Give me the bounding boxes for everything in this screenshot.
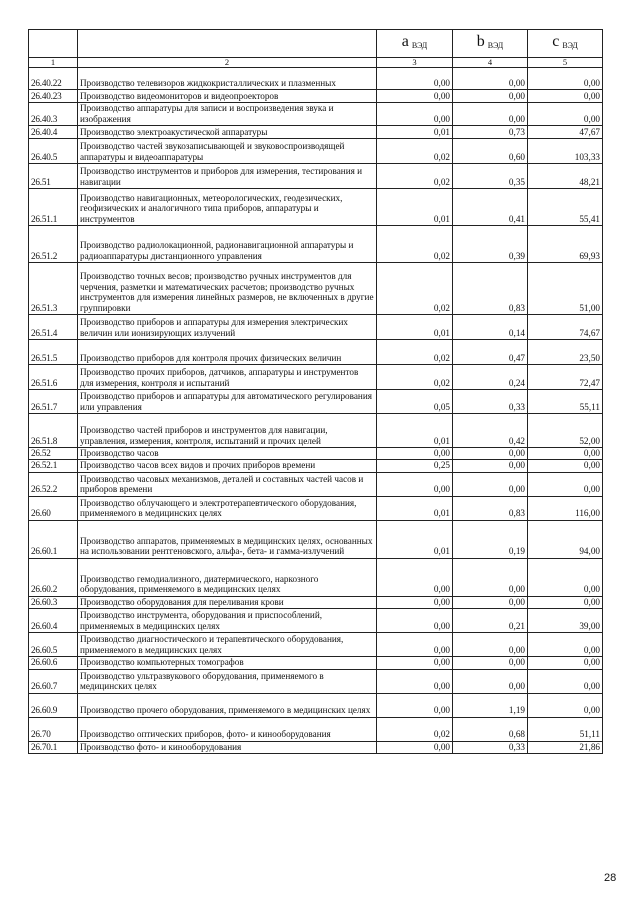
header-b-cell xyxy=(453,30,528,58)
activity-name-cell: Производство прочего оборудования, применяемого в медицинских целях xyxy=(78,693,377,717)
table-row xyxy=(29,558,603,596)
activity-name-cell: Производство радиолокационной, радионавигационной аппаратуры и радиоаппаратуры дистанционного управления xyxy=(78,226,377,263)
table-row xyxy=(29,226,603,263)
table-row xyxy=(29,657,603,669)
table-row xyxy=(29,164,603,189)
table-row xyxy=(29,520,603,558)
table-row xyxy=(29,414,603,448)
value-b-cell: 0,00 xyxy=(453,90,528,103)
value-b-cell: 0,35 xyxy=(453,164,528,189)
okved-code-cell: 26.70.1 xyxy=(29,741,78,753)
activity-name-cell: Производство инструментов и приборов для измерения, тестирования и навигации xyxy=(78,164,377,189)
value-b-cell: 0,00 xyxy=(453,596,528,608)
column-index-3: 3 xyxy=(377,58,453,68)
table-row xyxy=(29,717,603,741)
value-c-cell: 0,00 xyxy=(528,460,603,472)
header-a-cell xyxy=(377,30,453,58)
header-c-cell xyxy=(528,30,603,58)
table-row xyxy=(29,126,603,139)
okved-code-cell: 26.60 xyxy=(29,496,78,520)
value-b-cell: 0,00 xyxy=(453,657,528,669)
value-c-cell: 47,67 xyxy=(528,126,603,139)
okved-code-cell: 26.60.3 xyxy=(29,596,78,608)
value-a-cell: 0,02 xyxy=(377,365,453,390)
coefficients-table xyxy=(28,29,603,754)
value-b-cell: 0,39 xyxy=(453,226,528,263)
header-b-sub: ВЭД xyxy=(487,40,504,50)
value-a-cell: 0,02 xyxy=(377,139,453,164)
value-a-cell: 0,05 xyxy=(377,390,453,414)
okved-code-cell: 26.51.7 xyxy=(29,390,78,414)
value-c-cell: 55,41 xyxy=(528,189,603,226)
value-c-cell: 39,00 xyxy=(528,609,603,633)
value-a-cell: 0,00 xyxy=(377,609,453,633)
okved-code-cell: 26.51.5 xyxy=(29,340,78,365)
value-b-cell: 0,60 xyxy=(453,139,528,164)
table-row xyxy=(29,448,603,460)
table-row xyxy=(29,633,603,657)
okved-code-cell: 26.60.6 xyxy=(29,657,78,669)
value-b-cell: 0,83 xyxy=(453,263,528,315)
value-c-cell: 52,00 xyxy=(528,414,603,448)
value-c-cell: 23,50 xyxy=(528,340,603,365)
value-c-cell: 69,93 xyxy=(528,226,603,263)
value-a-cell: 0,25 xyxy=(377,460,453,472)
value-a-cell: 0,02 xyxy=(377,226,453,263)
value-c-cell: 0,00 xyxy=(528,448,603,460)
activity-name-cell: Производство фото- и кинооборудования xyxy=(78,741,377,753)
value-a-cell: 0,01 xyxy=(377,315,453,340)
table-row xyxy=(29,263,603,315)
value-b-cell: 0,24 xyxy=(453,365,528,390)
table-row xyxy=(29,460,603,472)
value-b-cell: 0,33 xyxy=(453,741,528,753)
value-c-cell: 21,86 xyxy=(528,741,603,753)
table-row xyxy=(29,189,603,226)
activity-name-cell: Производство аппаратуры для записи и воспроизведения звука и изображения xyxy=(78,103,377,126)
table-row xyxy=(29,496,603,520)
value-a-cell: 0,01 xyxy=(377,520,453,558)
value-b-cell: 0,00 xyxy=(453,472,528,496)
value-a-cell: 0,00 xyxy=(377,103,453,126)
okved-code-cell: 26.52 xyxy=(29,448,78,460)
table-row xyxy=(29,669,603,693)
value-a-cell: 0,00 xyxy=(377,633,453,657)
activity-name-cell: Производство электроакустической аппаратуры xyxy=(78,126,377,139)
okved-code-cell: 26.40.3 xyxy=(29,103,78,126)
value-c-cell: 0,00 xyxy=(528,472,603,496)
activity-name-cell: Производство видеомониторов и видеопроекторов xyxy=(78,90,377,103)
value-a-cell: 0,01 xyxy=(377,189,453,226)
okved-code-cell: 26.51 xyxy=(29,164,78,189)
okved-code-cell: 26.51.6 xyxy=(29,365,78,390)
header-name-cell xyxy=(78,30,377,58)
okved-code-cell: 26.60.4 xyxy=(29,609,78,633)
activity-name-cell: Производство оптических приборов, фото- и кинооборудования xyxy=(78,717,377,741)
value-a-cell: 0,00 xyxy=(377,741,453,753)
header-row xyxy=(29,30,603,58)
value-c-cell: 51,00 xyxy=(528,263,603,315)
value-a-cell: 0,00 xyxy=(377,596,453,608)
value-c-cell: 72,47 xyxy=(528,365,603,390)
okved-code-cell: 26.51.4 xyxy=(29,315,78,340)
activity-name-cell: Производство гемодиализного, диатермического, наркозного оборудования, применяемого в медицинских целях xyxy=(78,558,377,596)
activity-name-cell: Производство приборов и аппаратуры для измерения электрических величин или ионизирующих излучений xyxy=(78,315,377,340)
value-c-cell: 0,00 xyxy=(528,68,603,90)
okved-code-cell: 26.40.22 xyxy=(29,68,78,90)
header-a-sub: ВЭД xyxy=(411,40,428,50)
value-c-cell: 51,11 xyxy=(528,717,603,741)
header-c-sub: ВЭД xyxy=(562,40,578,50)
activity-name-cell: Производство частей звукозаписывающей и звуковоспроизводящей аппаратуры и видеоаппаратуры xyxy=(78,139,377,164)
value-c-cell: 0,00 xyxy=(528,633,603,657)
value-b-cell: 0,42 xyxy=(453,414,528,448)
column-index-4: 4 xyxy=(453,58,528,68)
value-b-cell: 0,00 xyxy=(453,448,528,460)
activity-name-cell: Производство точных весов; производство ручных инструментов для черчения, разметки и математических расчетов; производство ручных инструментов для измерения линейных размеров, не включенных в другие группировки xyxy=(78,263,377,315)
value-b-cell: 0,00 xyxy=(453,633,528,657)
value-b-cell: 0,00 xyxy=(453,460,528,472)
okved-code-cell: 26.40.23 xyxy=(29,90,78,103)
value-b-cell: 0,33 xyxy=(453,390,528,414)
value-c-cell: 116,00 xyxy=(528,496,603,520)
value-c-cell: 74,67 xyxy=(528,315,603,340)
activity-name-cell: Производство приборов для контроля прочих физических величин xyxy=(78,340,377,365)
value-a-cell: 0,00 xyxy=(377,669,453,693)
header-b-label: b xyxy=(476,32,485,50)
okved-code-cell: 26.52.1 xyxy=(29,460,78,472)
okved-code-cell: 26.40.4 xyxy=(29,126,78,139)
value-c-cell: 55,11 xyxy=(528,390,603,414)
okved-code-cell: 26.60.9 xyxy=(29,693,78,717)
column-index-5: 5 xyxy=(528,58,603,68)
okved-code-cell: 26.60.1 xyxy=(29,520,78,558)
okved-code-cell: 26.51.2 xyxy=(29,226,78,263)
value-c-cell: 0,00 xyxy=(528,103,603,126)
value-c-cell: 0,00 xyxy=(528,693,603,717)
value-a-cell: 0,01 xyxy=(377,126,453,139)
value-c-cell: 94,00 xyxy=(528,520,603,558)
activity-name-cell: Производство навигационных, метеорологических, геодезических, геофизических и аналогичного типа приборов, аппаратуры и инструментов xyxy=(78,189,377,226)
value-a-cell: 0,00 xyxy=(377,472,453,496)
okved-code-cell: 26.52.2 xyxy=(29,472,78,496)
table-row xyxy=(29,90,603,103)
header-code-cell xyxy=(29,30,78,58)
activity-name-cell: Производство компьютерных томографов xyxy=(78,657,377,669)
value-a-cell: 0,02 xyxy=(377,340,453,365)
header-c-label: c xyxy=(552,32,560,50)
okved-code-cell: 26.60.7 xyxy=(29,669,78,693)
table-row xyxy=(29,139,603,164)
value-c-cell: 0,00 xyxy=(528,596,603,608)
value-a-cell: 0,02 xyxy=(377,263,453,315)
activity-name-cell: Производство оборудования для переливания крови xyxy=(78,596,377,608)
value-c-cell: 48,21 xyxy=(528,164,603,189)
okved-code-cell: 26.40.5 xyxy=(29,139,78,164)
value-b-cell: 0,00 xyxy=(453,558,528,596)
activity-name-cell: Производство облучающего и электротерапевтического оборудования, применяемого в медицинских целях xyxy=(78,496,377,520)
activity-name-cell: Производство инструмента, оборудования и приспособлений, применяемых в медицинских целях xyxy=(78,609,377,633)
value-b-cell: 0,73 xyxy=(453,126,528,139)
activity-name-cell: Производство частей приборов и инструментов для навигации, управления, измерения, контроля, испытаний и прочих целей xyxy=(78,414,377,448)
table-row xyxy=(29,390,603,414)
value-b-cell: 1,19 xyxy=(453,693,528,717)
value-a-cell: 0,00 xyxy=(377,693,453,717)
activity-name-cell: Производство часовых механизмов, деталей и составных частей часов и приборов времени xyxy=(78,472,377,496)
value-b-cell: 0,00 xyxy=(453,669,528,693)
value-a-cell: 0,02 xyxy=(377,164,453,189)
value-b-cell: 0,00 xyxy=(453,68,528,90)
activity-name-cell: Производство аппаратов, применяемых в медицинских целях, основанных на использовании рентгеновского, альфа-, бета- и гамма-излучений xyxy=(78,520,377,558)
activity-name-cell: Производство приборов и аппаратуры для автоматического регулирования или управления xyxy=(78,390,377,414)
value-b-cell: 0,68 xyxy=(453,717,528,741)
value-a-cell: 0,01 xyxy=(377,414,453,448)
value-a-cell: 0,00 xyxy=(377,68,453,90)
value-a-cell: 0,01 xyxy=(377,496,453,520)
table-row xyxy=(29,340,603,365)
table-row xyxy=(29,693,603,717)
table-row xyxy=(29,609,603,633)
value-a-cell: 0,00 xyxy=(377,90,453,103)
value-c-cell: 103,33 xyxy=(528,139,603,164)
column-index-2: 2 xyxy=(78,58,377,68)
okved-code-cell: 26.60.5 xyxy=(29,633,78,657)
table-row xyxy=(29,365,603,390)
value-a-cell: 0,00 xyxy=(377,558,453,596)
header-a-label: a xyxy=(401,32,409,50)
value-b-cell: 0,19 xyxy=(453,520,528,558)
table-row xyxy=(29,472,603,496)
value-b-cell: 0,41 xyxy=(453,189,528,226)
value-b-cell: 0,83 xyxy=(453,496,528,520)
value-a-cell: 0,00 xyxy=(377,448,453,460)
table-row xyxy=(29,315,603,340)
value-c-cell: 0,00 xyxy=(528,657,603,669)
activity-name-cell: Производство часов всех видов и прочих приборов времени xyxy=(78,460,377,472)
activity-name-cell: Производство прочих приборов, датчиков, аппаратуры и инструментов для измерения, контроля и испытаний xyxy=(78,365,377,390)
value-b-cell: 0,14 xyxy=(453,315,528,340)
column-index-1: 1 xyxy=(29,58,78,68)
table-row xyxy=(29,741,603,753)
value-c-cell: 0,00 xyxy=(528,669,603,693)
okved-code-cell: 26.51.1 xyxy=(29,189,78,226)
activity-name-cell: Производство телевизоров жидкокристаллических и плазменных xyxy=(78,68,377,90)
value-c-cell: 0,00 xyxy=(528,558,603,596)
value-a-cell: 0,00 xyxy=(377,657,453,669)
value-c-cell: 0,00 xyxy=(528,90,603,103)
okved-code-cell: 26.60.2 xyxy=(29,558,78,596)
column-index-row xyxy=(29,58,603,68)
table-row xyxy=(29,68,603,90)
value-b-cell: 0,21 xyxy=(453,609,528,633)
table-row xyxy=(29,596,603,608)
page-number: 28 xyxy=(604,872,617,884)
value-b-cell: 0,00 xyxy=(453,103,528,126)
value-a-cell: 0,02 xyxy=(377,717,453,741)
activity-name-cell: Производство ультразвукового оборудования, применяемого в медицинских целях xyxy=(78,669,377,693)
value-b-cell: 0,47 xyxy=(453,340,528,365)
activity-name-cell: Производство часов xyxy=(78,448,377,460)
okved-code-cell: 26.70 xyxy=(29,717,78,741)
okved-code-cell: 26.51.8 xyxy=(29,414,78,448)
okved-code-cell: 26.51.3 xyxy=(29,263,78,315)
table-row xyxy=(29,103,603,126)
activity-name-cell: Производство диагностического и терапевтического оборудования, применяемого в медицинских целях xyxy=(78,633,377,657)
